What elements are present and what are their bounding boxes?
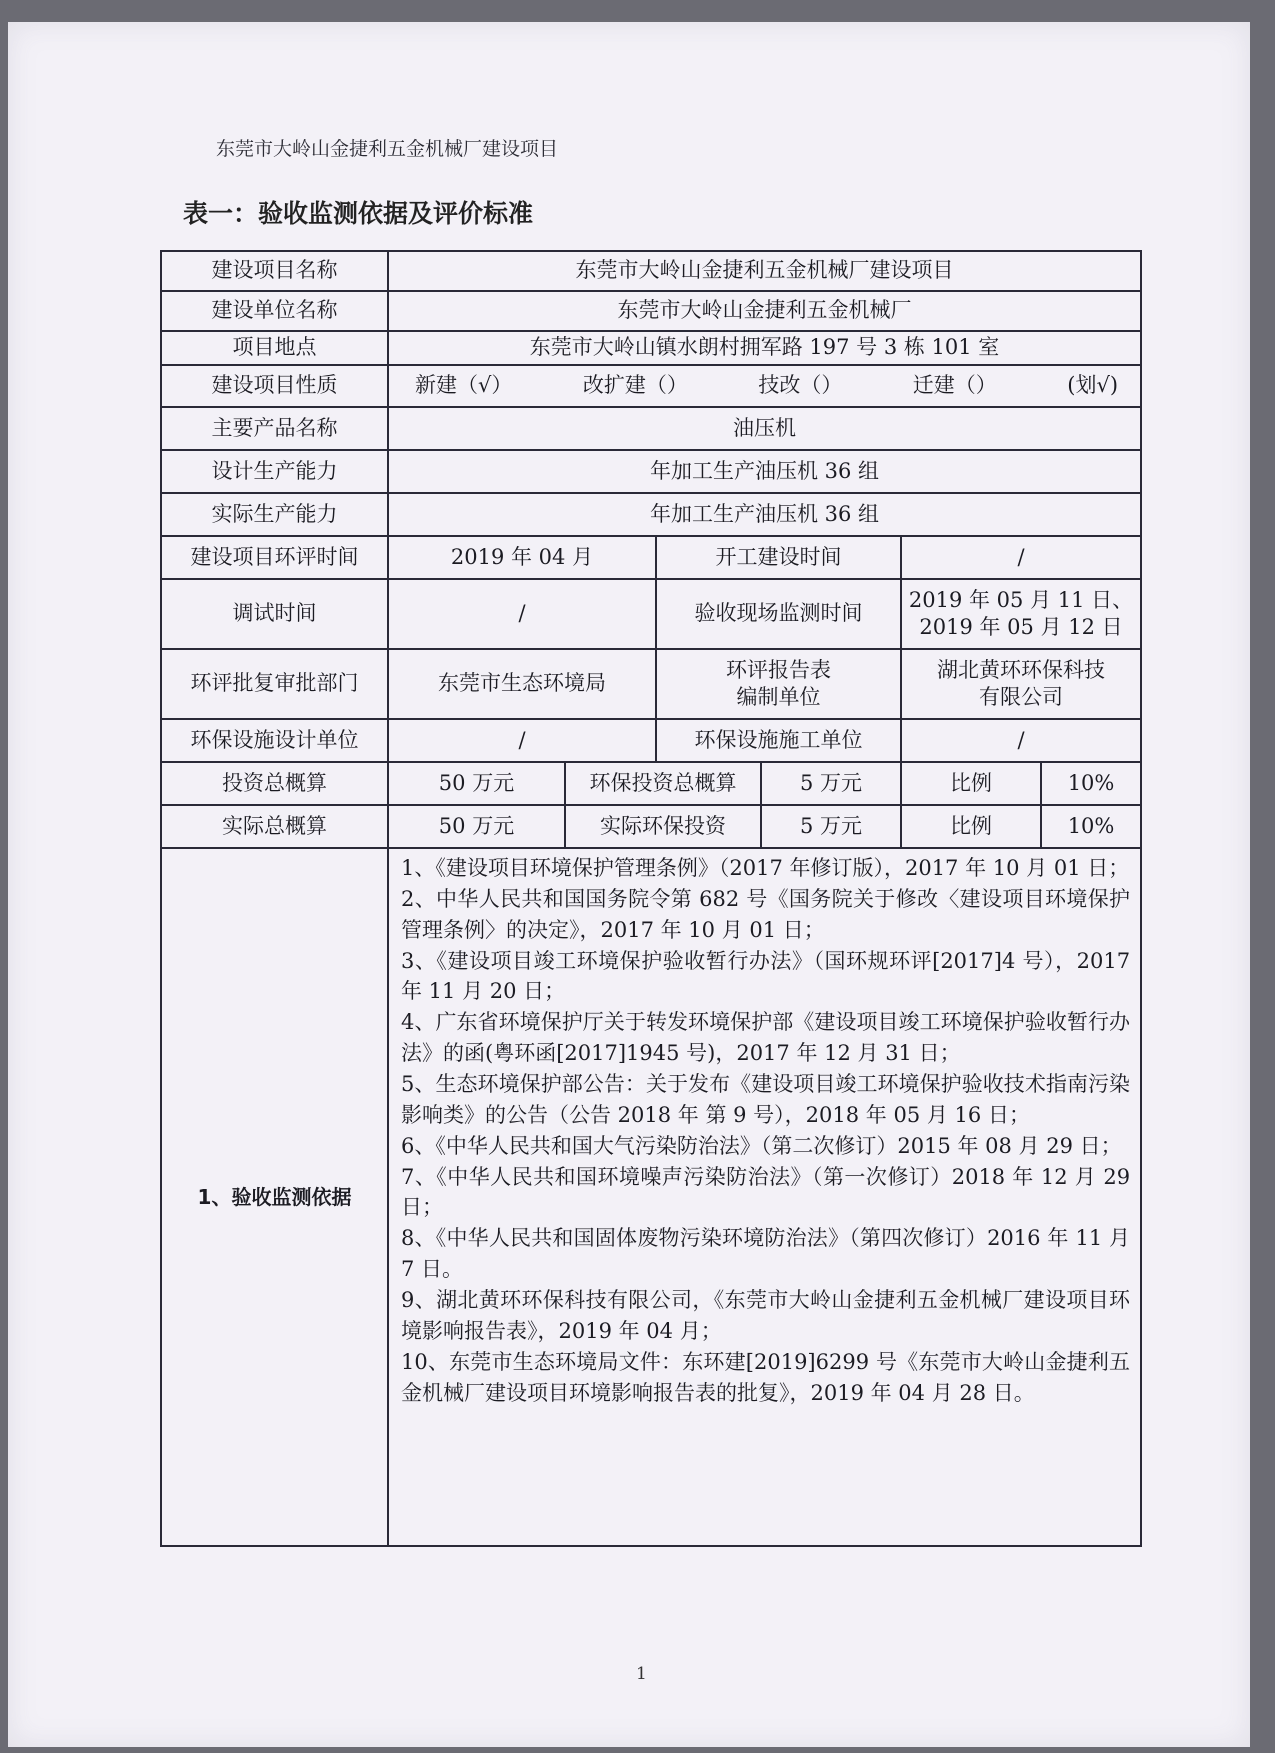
basis-item: 2、中华人民共和国国务院令第 682 号《国务院关于修改〈建设项目环境保护管理条例〉的决定》，2017 年 10 月 01 日；: [401, 886, 1131, 942]
report-unit-value-1: 湖北黄环环保科技: [937, 657, 1106, 682]
row-label: 实际环保投资: [565, 805, 761, 848]
header-project-line: 东莞市大岭山金捷利五金机械厂建设项目: [216, 138, 559, 160]
row-label: 环评批复审批部门: [161, 649, 388, 719]
row-label: 比例: [901, 762, 1041, 805]
ratio-value: 10%: [1041, 762, 1141, 805]
table-row: [161, 719, 1141, 762]
table-row: [161, 331, 1141, 365]
nature-option-new: 新建（√）: [415, 373, 513, 398]
page-number: 1: [636, 1664, 647, 1684]
row-label: 实际总概算: [161, 805, 388, 848]
row-label: 比例: [901, 805, 1041, 848]
row-label: 实际生产能力: [161, 493, 388, 536]
row-label: 建设项目名称: [161, 251, 388, 291]
row-label: 主要产品名称: [161, 407, 388, 450]
document-page: [8, 22, 1250, 1747]
table-row: [161, 450, 1141, 493]
report-unit-value: [901, 649, 1141, 719]
actual-capacity-value: 年加工生产油压机 36 组: [388, 493, 1141, 536]
basis-item: 1、《建设项目环境保护管理条例》（2017 年修订版），2017 年 10 月 01 日；: [401, 856, 1130, 880]
section-title: 表一：验收监测依据及评价标准: [183, 199, 534, 228]
table-row: [161, 848, 1141, 1546]
table-row: [161, 291, 1141, 331]
row-label: 环保设施设计单位: [161, 719, 388, 762]
basis-item: 6、《中华人民共和国大气污染防治法》（第二次修订）2015 年 08 月 29 日；: [401, 1133, 1122, 1158]
monitoring-time-value: [901, 579, 1141, 649]
basis-item: 3、《建设项目竣工环境保护验收暂行办法》（国环规环评[2017]4 号），2017 年 11 月 20 日；: [401, 948, 1131, 1004]
table-row: [161, 407, 1141, 450]
location-value: 东莞市大岭山镇水朗村拥军路 197 号 3 栋 101 室: [388, 331, 1141, 365]
nature-option-tech: 技改（）: [758, 373, 843, 398]
actual-total-value: 50 万元: [388, 805, 565, 848]
row-label: 开工建设时间: [656, 536, 901, 579]
table-row: [161, 579, 1141, 649]
basis-item: 10、东莞市生态环境局文件：东环建[2019]6299 号《东莞市大岭山金捷利五金机械厂建设项目环境影响报告表的批复》，2019 年 04 月 28 日。: [401, 1349, 1131, 1405]
row-label: 验收现场监测时间: [656, 579, 901, 649]
report-unit-value-2: 有限公司: [979, 685, 1064, 709]
report-unit-label-2: 编制单位: [736, 685, 821, 709]
row-label: 建设项目性质: [161, 365, 388, 407]
unit-name-value: 东莞市大岭山金捷利五金机械厂: [388, 291, 1141, 331]
table-row: [161, 762, 1141, 805]
table-row: [161, 251, 1141, 291]
basis-label: 1、验收监测依据: [161, 848, 388, 1546]
table-row: [161, 649, 1141, 719]
basis-list: [388, 848, 1141, 1546]
eia-time-value: 2019 年 04 月: [388, 536, 656, 579]
nature-option-note: (划√): [1067, 373, 1119, 398]
basis-item: 5、生态环境保护部公告：关于发布《建设项目竣工环境保护验收技术指南污染影响类》的公告（公告 2018 年 第 9 号），2018 年 05 月 16 日；: [401, 1072, 1131, 1127]
row-label: 环保投资总概算: [565, 762, 761, 805]
design-capacity-value: 年加工生产油压机 36 组: [388, 450, 1141, 493]
row-label: 投资总概算: [161, 762, 388, 805]
row-label: 设计生产能力: [161, 450, 388, 493]
construction-start-value: /: [901, 536, 1141, 579]
monitoring-date-1: 2019 年 05 月 11 日、: [908, 587, 1134, 612]
nature-option-expand: 改扩建（）: [582, 373, 688, 398]
basis-item: 7、《中华人民共和国环境噪声污染防治法》（第一次修订）2018 年 12 月 29 日；: [401, 1164, 1131, 1220]
design-unit-value: /: [388, 719, 656, 762]
basis-item: 8、《中华人民共和国固体废物污染环境防治法》（第四次修订）2016 年 11 月 7 日。: [401, 1226, 1131, 1282]
table-row: [161, 805, 1141, 848]
row-label: 项目地点: [161, 331, 388, 365]
debug-time-value: /: [388, 579, 656, 649]
construction-unit-value: /: [901, 719, 1141, 762]
report-unit-label-1: 环评报告表: [726, 657, 831, 682]
row-label: 建设项目环评时间: [161, 536, 388, 579]
project-name-value: 东莞市大岭山金捷利五金机械厂建设项目: [388, 251, 1141, 291]
basis-item: 9、湖北黄环环保科技有限公司，《东莞市大岭山金捷利五金机械厂建设项目环境影响报告表》，2019 年 04 月；: [401, 1288, 1131, 1343]
row-label: 环保设施施工单位: [656, 719, 901, 762]
table-row: [161, 365, 1141, 407]
row-label: 建设单位名称: [161, 291, 388, 331]
acceptance-table: [160, 250, 1142, 1547]
table-row: [161, 536, 1141, 579]
nature-options: [388, 365, 1141, 407]
nature-option-relocate: 迁建（）: [912, 373, 997, 398]
basis-item: 4、广东省环境保护厅关于转发环境保护部《建设项目竣工环境保护验收暂行办法》的函(粤环函[2017]1945 号)，2017 年 12 月 31 日；: [401, 1010, 1131, 1066]
env-investment-value: 5 万元: [761, 762, 901, 805]
table-row: [161, 493, 1141, 536]
approval-dept-value: 东莞市生态环境局: [388, 649, 656, 719]
total-investment-value: 50 万元: [388, 762, 565, 805]
product-value: 油压机: [388, 407, 1141, 450]
actual-ratio-value: 10%: [1041, 805, 1141, 848]
row-label: 调试时间: [161, 579, 388, 649]
row-label: [656, 649, 901, 719]
actual-env-investment-value: 5 万元: [761, 805, 901, 848]
monitoring-date-2: 2019 年 05 月 12 日: [919, 615, 1123, 639]
